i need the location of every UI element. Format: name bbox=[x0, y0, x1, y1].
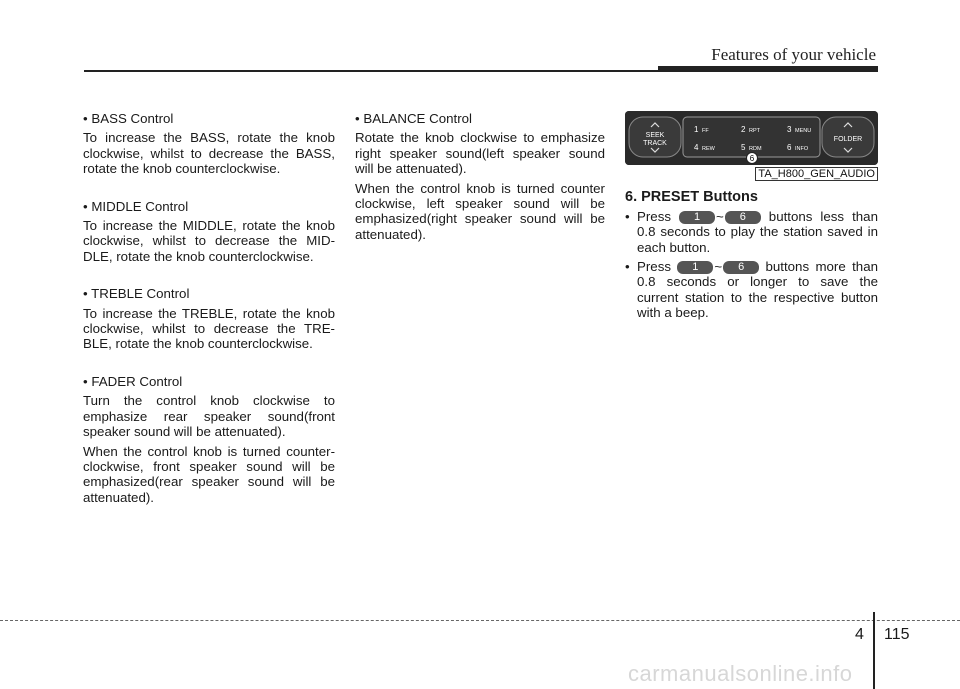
tilde: ~ bbox=[714, 259, 723, 275]
key-1-icon: 1 bbox=[677, 261, 713, 274]
preset-4-label: REW bbox=[702, 146, 715, 152]
preset-item-1-text: buttons less than 0.8 seconds to play the station saved in each button. bbox=[637, 208, 878, 255]
seek-label: SEEK bbox=[645, 132, 665, 139]
key-6-icon: 6 bbox=[725, 211, 761, 224]
preset-2-label: RPT bbox=[749, 128, 760, 134]
folder-label: FOLDER bbox=[833, 136, 863, 143]
footer-rule bbox=[0, 620, 960, 621]
key-6-icon: 6 bbox=[723, 261, 759, 274]
callout-number: 6 bbox=[749, 154, 755, 163]
figure-caption bbox=[625, 167, 878, 182]
column-left bbox=[83, 111, 335, 509]
audio-panel-drawing bbox=[625, 111, 878, 165]
preset-6-label: INFO bbox=[795, 146, 809, 152]
preset-4-num: 4 bbox=[694, 143, 699, 152]
fader-text-1: Turn the control knob clockwise to emphasize rear speaker sound(front speaker sound will be attenuated). bbox=[83, 393, 335, 440]
page-header-title: Features of your vehicle bbox=[711, 45, 876, 64]
treble-text: To increase the TREBLE, rotate the knob clockwise, whilst to decrease the TRE-BLE, rotate the knob counterclockwise. bbox=[83, 305, 335, 352]
preset-heading: 6. PRESET Buttons bbox=[625, 189, 758, 206]
press-word: Press bbox=[637, 259, 671, 275]
chapter-number: 4 bbox=[855, 626, 864, 643]
middle-heading: • MIDDLE Control bbox=[83, 198, 189, 214]
preset-3-label: MENU bbox=[795, 128, 812, 134]
footer-divider bbox=[873, 612, 875, 689]
page-number: 115 bbox=[884, 626, 910, 643]
audio-panel-figure bbox=[625, 111, 878, 165]
fader-text-2: When the control knob is turned counter-clockwise, front speaker sound will be emphasized(rear speaker sound will be attenuated). bbox=[83, 443, 335, 505]
balance-heading: • BALANCE Control bbox=[355, 111, 472, 126]
column-middle bbox=[355, 111, 605, 246]
fader-heading: • FADER Control bbox=[83, 373, 183, 389]
middle-text: To increase the MIDDLE, rotate the knob clockwise, whilst to decrease the MID-DLE, rotate the knob counterclockwise. bbox=[83, 218, 335, 264]
column-right bbox=[625, 111, 878, 325]
bass-heading: • BASS Control bbox=[83, 111, 174, 126]
tilde: ~ bbox=[716, 208, 724, 224]
header-rule-accent bbox=[658, 66, 878, 71]
preset-6-num: 6 bbox=[787, 143, 792, 152]
preset-1-num: 1 bbox=[694, 125, 699, 134]
preset-2-num: 2 bbox=[741, 125, 746, 134]
bass-text: To increase the BASS, rotate the knob clockwise, whilst to decrease the BASS, rotate the knob counterclockwise. bbox=[83, 130, 335, 177]
press-word: Press bbox=[637, 208, 671, 224]
watermark[interactable]: carmanualsonline.info bbox=[628, 661, 853, 686]
balance-text-1: Rotate the knob clockwise to emphasize right speaker sound(left speaker sound will be attenuated). bbox=[355, 130, 605, 177]
preset-3-num: 3 bbox=[787, 125, 792, 134]
key-1-icon: 1 bbox=[679, 211, 715, 224]
treble-heading: • TREBLE Control bbox=[83, 286, 190, 302]
track-label: TRACK bbox=[643, 140, 667, 147]
figure-caption-text: TA_H800_GEN_AUDIO bbox=[755, 167, 878, 181]
preset-item-long-press bbox=[625, 259, 878, 321]
preset-5-label: RDM bbox=[749, 146, 762, 152]
preset-1-label: FF bbox=[702, 128, 709, 134]
preset-list bbox=[625, 209, 878, 321]
preset-item-2-text: buttons more than 0.8 seconds or longer to save the current station to the respective button with a beep. bbox=[637, 259, 878, 321]
preset-5-num: 5 bbox=[741, 143, 746, 152]
balance-text-2: When the control knob is turned counter clockwise, left speaker sound will be emphasized(right speaker sound will be attenuated). bbox=[355, 180, 605, 242]
preset-item-short-press bbox=[625, 209, 878, 255]
